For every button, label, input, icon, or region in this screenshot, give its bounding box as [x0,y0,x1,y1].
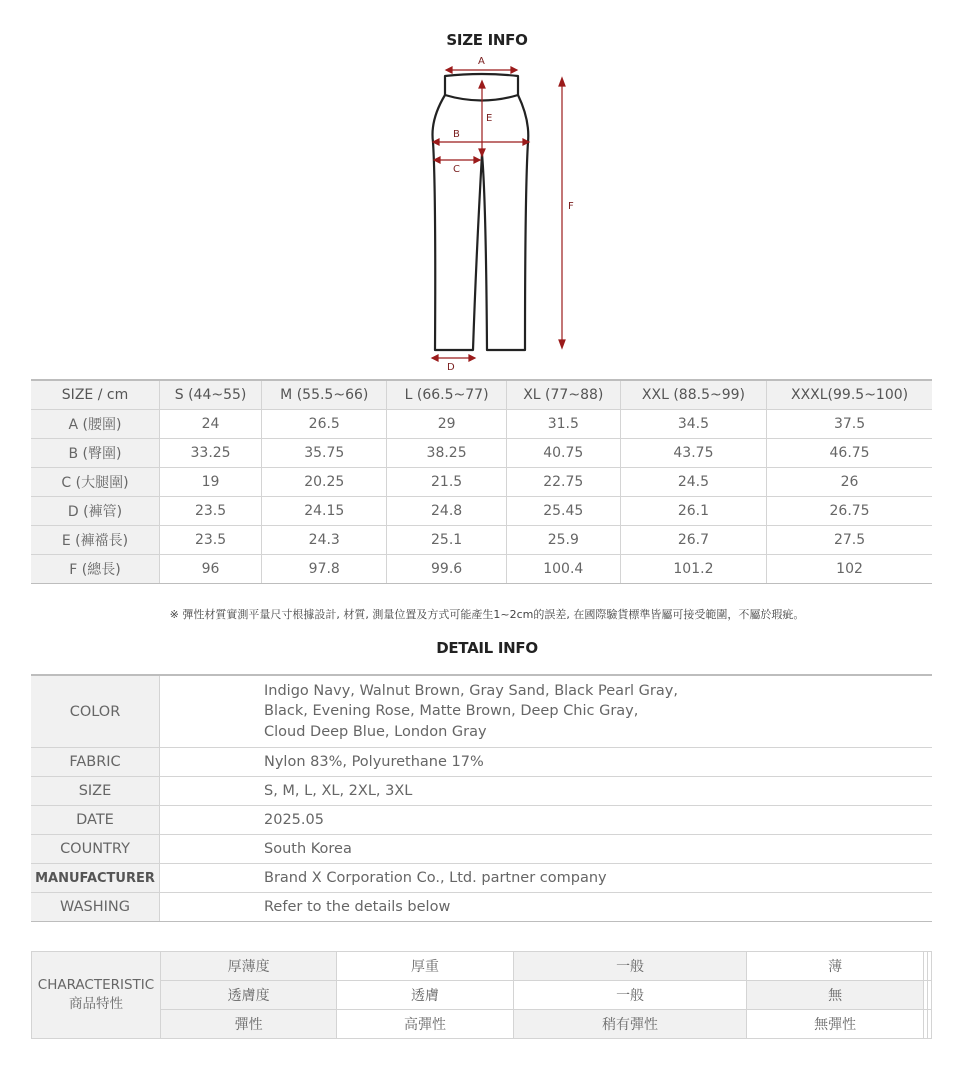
size-value: 26 [767,468,932,497]
char-cell: 透膚度 [161,981,337,1010]
label-e: E [486,113,493,124]
size-value: 25.45 [506,497,620,526]
table-row [31,675,932,748]
char-cell: 高彈性 [337,1010,513,1039]
size-value: 25.9 [506,526,620,555]
label-f: F [568,201,574,212]
size-value: 26.7 [620,526,766,555]
size-value: 19 [160,468,262,497]
size-value: 24 [160,410,262,439]
size-value: 35.75 [262,439,387,468]
char-cell: 厚薄度 [161,952,337,981]
size-value: 24.8 [387,497,506,526]
label-b: B [453,129,460,140]
table-row [31,497,932,526]
measurement-note: ※ 彈性材質實測平量尺寸根據設計, 材質, 測量位置及方式可能產生1~2cm的誤差, 在國際驗貨標準皆屬可接受範圍，不屬於瑕疵。 [169,608,805,621]
size-header-cell: XXXL(99.5~100) [767,380,932,410]
color-line: Indigo Navy, Walnut Brown, Gray Sand, Black Pearl Gray, [264,682,678,699]
char-cell [927,952,931,981]
characteristic-label [32,952,161,1039]
size-table-header [31,380,932,410]
char-cell [927,981,931,1010]
size-value: 38.25 [387,439,506,468]
size-value: 25.1 [387,526,506,555]
label-a: A [478,56,485,67]
size-value: 26.5 [262,410,387,439]
row-label: F (總長) [31,555,160,584]
detail-value-color [160,675,933,748]
detail-value-washing: Refer to the details below [160,893,933,922]
size-value: 22.75 [506,468,620,497]
table-row [31,748,932,777]
char-cell: 一般 [513,981,747,1010]
size-header-cell: S (44~55) [160,380,262,410]
table-row [32,1010,932,1039]
char-cell [927,1010,931,1039]
table-row [31,555,932,584]
char-cell: 彈性 [161,1010,337,1039]
detail-label-country: COUNTRY [31,835,160,864]
characteristic-label-en: CHARACTERISTIC [37,977,155,993]
label-c: C [453,164,460,175]
characteristic-label-zh: 商品特性 [69,996,123,1012]
char-cell: 稍有彈性 [513,1010,747,1039]
table-row [31,410,932,439]
size-value: 33.25 [160,439,262,468]
detail-value-size: S, M, L, XL, 2XL, 3XL [160,777,933,806]
char-cell: 一般 [513,952,747,981]
char-cell: 無 [747,981,923,1010]
table-row [31,864,932,893]
table-row [31,439,932,468]
size-value: 20.25 [262,468,387,497]
detail-label-size: SIZE [31,777,160,806]
size-table [31,379,932,584]
detail-value-date: 2025.05 [160,806,933,835]
row-label: E (褲襠長) [31,526,160,555]
pants-diagram [410,50,590,370]
detail-info-title: DETAIL INFO [436,639,538,657]
char-cell: 無彈性 [747,1010,923,1039]
row-label: C (大腿圍) [31,468,160,497]
size-value: 26.75 [767,497,932,526]
size-value: 34.5 [620,410,766,439]
table-row [31,806,932,835]
size-value: 100.4 [506,555,620,584]
size-value: 102 [767,555,932,584]
table-row [31,468,932,497]
size-value: 43.75 [620,439,766,468]
color-line: Black, Evening Rose, Matte Brown, Deep Chic Gray, [264,703,639,720]
detail-label-date: DATE [31,806,160,835]
detail-value-country: South Korea [160,835,933,864]
size-value: 96 [160,555,262,584]
size-value: 99.6 [387,555,506,584]
color-line: Cloud Deep Blue, London Gray [264,723,487,740]
size-value: 24.3 [262,526,387,555]
char-cell: 薄 [747,952,923,981]
table-row [32,981,932,1010]
detail-value-fabric: Nylon 83%, Polyurethane 17% [160,748,933,777]
table-row [31,893,932,922]
detail-table [31,674,932,922]
size-value: 23.5 [160,497,262,526]
size-header-cell: XL (77~88) [506,380,620,410]
size-header-cell: L (66.5~77) [387,380,506,410]
label-d: D [447,362,455,370]
size-value: 26.1 [620,497,766,526]
table-row [31,526,932,555]
detail-label-color: COLOR [31,675,160,748]
size-value: 29 [387,410,506,439]
detail-label-washing: WASHING [31,893,160,922]
detail-value-manufacturer: Brand X Corporation Co., Ltd. partner company [160,864,933,893]
size-value: 24.15 [262,497,387,526]
size-value: 27.5 [767,526,932,555]
size-value: 21.5 [387,468,506,497]
detail-label-fabric: FABRIC [31,748,160,777]
size-value: 40.75 [506,439,620,468]
size-value: 37.5 [767,410,932,439]
size-header-cell: SIZE / cm [31,380,160,410]
measure-lines [432,67,565,361]
char-cell: 透膚 [337,981,513,1010]
table-row [31,777,932,806]
size-info-title: SIZE INFO [446,31,528,49]
pants-outline [433,74,529,350]
size-value: 46.75 [767,439,932,468]
size-value: 101.2 [620,555,766,584]
row-label: D (褲管) [31,497,160,526]
characteristic-table [31,951,932,1039]
table-row [31,835,932,864]
size-header-cell: M (55.5~66) [262,380,387,410]
size-value: 23.5 [160,526,262,555]
size-value: 97.8 [262,555,387,584]
row-label: A (腰圍) [31,410,160,439]
size-value: 31.5 [506,410,620,439]
size-header-cell: XXL (88.5~99) [620,380,766,410]
row-label: B (臀圍) [31,439,160,468]
detail-label-manufacturer: MANUFACTURER [31,864,160,893]
table-row [32,952,932,981]
char-cell: 厚重 [337,952,513,981]
size-value: 24.5 [620,468,766,497]
